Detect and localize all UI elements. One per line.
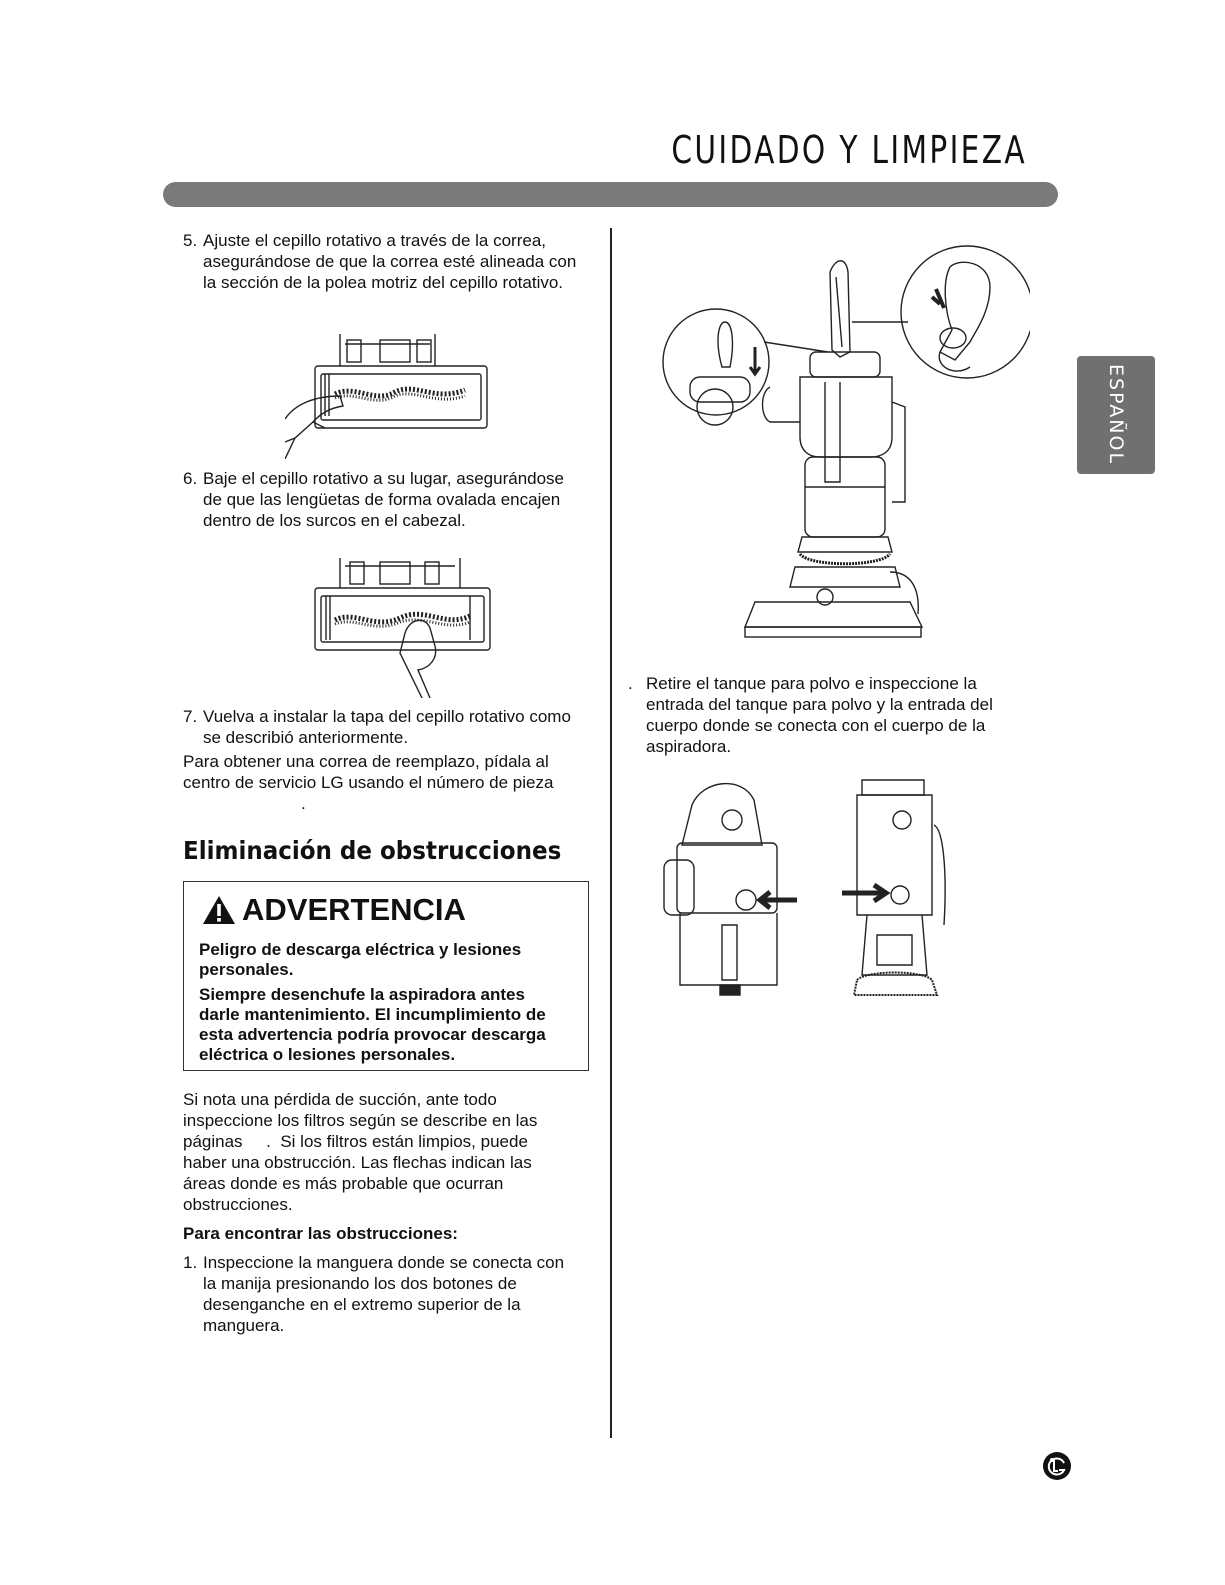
step-1 <box>183 1252 603 1336</box>
step-line: Retire el tanque para polvo e inspeccione la <box>646 674 977 693</box>
step-line: de que las lengüetas de forma ovalada encajen <box>203 490 561 509</box>
paragraph-line: centro de servicio LG usando el número de pieza <box>183 773 554 792</box>
step-line: desenganche en el extremo superior de la <box>203 1295 521 1314</box>
paragraph-line: . <box>301 794 306 813</box>
step-tank <box>628 673 1028 757</box>
step-number: . <box>628 674 633 693</box>
warning-title-text: ADVERTENCIA <box>242 892 466 927</box>
step-number: 6. <box>183 469 198 488</box>
step-6 <box>183 468 603 531</box>
step-line: se describió anteriormente. <box>203 728 409 747</box>
step-line: Inspeccione la manguera donde se conecta con <box>203 1253 565 1272</box>
title-bar <box>163 182 1058 207</box>
column-divider <box>610 228 612 1438</box>
step-number: 7. <box>183 707 198 726</box>
step-line: aspiradora. <box>646 737 732 756</box>
warning-paragraph-2 <box>199 985 579 1065</box>
warning-line: darle mantenimiento. El incumplimiento de <box>199 1005 546 1024</box>
paragraph-line: Para obtener una correa de reemplazo, pídala al <box>183 752 549 771</box>
paragraph-line: obstrucciones. <box>183 1195 293 1214</box>
step-line: cuerpo donde se conecta con el cuerpo de la <box>646 716 986 735</box>
warning-line: personales. <box>199 960 294 979</box>
section-heading: Eliminación de obstrucciones <box>183 836 562 865</box>
vacuum-hose-illustration <box>660 242 1030 642</box>
step-line: la manija presionando los dos botones de <box>203 1274 517 1293</box>
step-5 <box>183 230 603 293</box>
step-line: dentro de los surcos en el cabezal. <box>203 511 466 530</box>
warning-title <box>202 892 466 928</box>
warning-line: Siempre desenchufe la aspiradora antes <box>199 985 525 1004</box>
language-tab-label: ESPAÑOL <box>1105 364 1127 466</box>
step-line: entrada del tanque para polvo y la entrada del <box>646 695 993 714</box>
brushroll-lower-illustration <box>310 558 495 698</box>
step-line: Vuelva a instalar la tapa del cepillo rotativo como <box>203 707 571 726</box>
warning-line: eléctrica o lesiones personales. <box>199 1045 456 1064</box>
paragraph-line: inspeccione los filtros según se describe en las <box>183 1111 538 1130</box>
language-tab <box>1077 356 1155 474</box>
paragraph-line: haber una obstrucción. Las flechas indican las <box>183 1153 532 1172</box>
warning-line: Peligro de descarga eléctrica y lesiones <box>199 940 522 959</box>
step-number: 1. <box>183 1253 198 1272</box>
paragraph-line: áreas donde es más probable que ocurran <box>183 1174 504 1193</box>
step-line: Baje el cepillo rotativo a su lugar, asegurándose <box>203 469 565 488</box>
suction-paragraph <box>183 1089 603 1215</box>
warning-line: esta advertencia podría provocar descarga <box>199 1025 546 1044</box>
page-title: CUIDADO Y LIMPIEZA <box>671 128 1027 172</box>
warning-triangle-icon <box>202 895 236 925</box>
step-line: Ajuste el cepillo rotativo a través de la correa, <box>203 231 547 250</box>
step-line: la sección de la polea motriz del cepillo rotativo. <box>203 273 564 292</box>
step-line: asegurándose de que la correa esté alineada con <box>203 252 577 271</box>
lg-logo-icon <box>1042 1451 1072 1481</box>
find-obstructions-label: Para encontrar las obstrucciones: <box>183 1224 458 1243</box>
brushroll-install-illustration <box>285 334 495 459</box>
step-7 <box>183 706 603 748</box>
warning-paragraph-1 <box>199 940 579 980</box>
step-line: manguera. <box>203 1316 285 1335</box>
warning-box <box>183 881 589 1071</box>
paragraph-line: Si nota una pérdida de succión, ante todo <box>183 1090 497 1109</box>
replacement-paragraph <box>183 751 603 814</box>
dust-tank-illustration <box>662 775 962 1005</box>
step-number: 5. <box>183 231 198 250</box>
paragraph-line: páginas . Si los filtros están limpios, puede <box>183 1132 528 1151</box>
